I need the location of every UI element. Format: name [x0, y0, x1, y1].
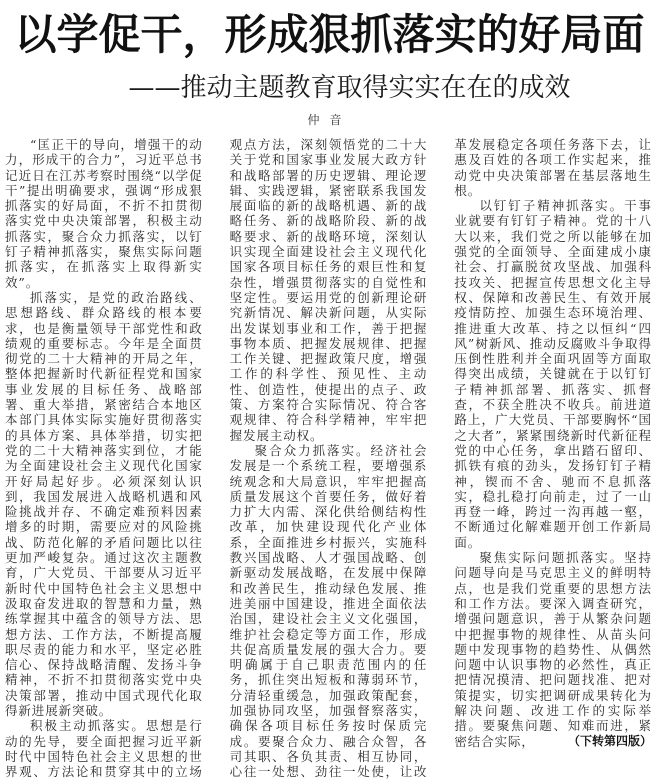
article-paragraph: 以钉钉子精神抓落实。干事业就要有钉钉子精神。党的十八大以来，我们党之所以能够在加强党的全面领导、全面建成小康社会、打赢脱贫攻坚战、加强科技攻关、把握宣传思想文化主导权、保障和改善民生、有效开展疫情防控、加强生态环境治理、推进重大改革、持之以恒纠“四风”树新风、推动反腐败斗争取得压倒性胜利并全面巩固等方面取得突出成绩，关键就在于以钉钉子精神抓部署、抓落实、抓督查，不获全胜决不收兵。前进道路上，广大党员、干部要胸怀“国之大者”，紧紧围绕新时代新征程党的中心任务，拿出踏石留印、抓铁有痕的劲头，发扬钉钉子精神，锲而不舍、驰而不息抓落实，稳扎稳打向前走，过了一山再登一峰，跨过一沟再越一壑，不断通过化解难题开创工作新局面。: [454, 198, 652, 550]
article-paragraph: 聚合众力抓落实。经济社会发展是一个系统工程，要增强系统观念和大局意识，牢牢把握高质量发展这个首要任务，做好着力扩大内需、深化供给侧结构性改革，加快建设现代化产业体系，全面推进乡村振兴，实施科教兴国战略、人才强国战略、创新驱动发展战略，在发展中保障和改善民生，推动绿色发展、推进美丽中国建设，推进全面依法治国，建设社会主义文化强国，维护社会稳定等方面工作，形成共促高质量发展的强大合力。要明确属于自己职责范围内的任务，抓住突出短板和薄弱环节，分清轻重缓急，加强政策配套，加强协同攻坚，加强督察落实，确保各项目标任务按时保质完成。要聚合众力、融合众智，各司其职、各负其责、相互协同，心往一处想、劲往一处使，让改革发展稳定各项任务落下去，让惠及百姓的各项工作实起来，推动党中央决策部署在基层落地生根。: [229, 137, 652, 779]
article-paragraph: “匡正干的导向，增强干的动力，形成干的合力”，习近平总书记近日在江苏考察时围绕“以学促干”提出明确要求，强调“形成狠抓落实的好局面，不折不扣贯彻落实党中央决策部署，积极主动抓落实，聚合众力抓落实，以钉钉子精神抓落实，聚焦实际问题抓落实，在抓落实上取得新实效”。: [5, 137, 203, 290]
article-body: [5, 137, 652, 779]
continuation-note: （下转第四版）: [567, 733, 652, 748]
headline: 以学促干，形成狠抓落实的好局面: [14, 10, 645, 59]
subheadline: ——推动主题教育取得实实在在的成效: [128, 73, 571, 103]
article-paragraph: [454, 550, 652, 749]
article-paragraph: 抓落实，是党的政治路线、思想路线、群众路线的根本要求，也是衡量领导干部党性和政绩观的重要标志。今年是全面贯彻党的二十大精神的开局之年，整体把握新时代新征程党和国家事业发展的目标任务、战略部署、重大举措，紧密结合本地区本部门具体实际实施好贯彻落实的具体方案、具体举措，切实把党的二十大精神落实到位，才能为全面建设社会主义现代化国家开好局起好步。必须深刻认识到，我国发展进入战略机遇和风险挑战并存、不确定难预料因素增多的时期，需要应对的风险挑战、防范化解的矛盾问题比以往更加严峻复杂。通过这次主题教育，广大党员、干部要从习近平新时代中国特色社会主义思想中汲取奋发进取的智慧和力量，熟练掌握其中蕴含的领导方法、思想方法、工作方法，不断提高履职尽责的能力和水平，坚定必胜信心、保持战略清醒、发扬斗争精神，不折不扣贯彻落实党中央决策部署，推动中国式现代化取得新进展新突破。: [5, 289, 203, 718]
article-paragraph-text: 聚焦实际问题抓落实。坚持问题导向是马克思主义的鲜明特点，也是我们党重要的思想方法和工作方法。要深入调查研究，增强问题意识，善于从繁杂问题中把握事物的规律性、从苗头问题中发现事物的趋势性、从偶然问题中认识事物的必然性，真正把情况摸清、把问题找准、把对策提实，切实把调研成果转化为解决问题、改进工作的实际举措。要聚焦问题、知难而进，紧密结合实际，: [454, 550, 652, 749]
article-paragraph: 积极主动抓落实。思想是行动的先导，要全面把握习近平新时代中国特色社会主义思想的世界观、方法论和贯穿其中的立场观点方法，深刻领悟党的二十大关于党和国家事业发展大政方针和战略部署的历史逻辑、理论逻辑、实践逻辑，紧密联系我国发展面临的新的战略机遇、新的战略任务、新的战略阶段、新的战略要求、新的战略环境，深刻认识实现全面建设社会主义现代化国家各项目标任务的艰巨性和复杂性，增强贯彻落实的自觉性和坚定性。要运用党的创新理论研究新情况、解决新问题，从实际出发谋划事业和工作，善于把握事物本质、把握发展规律、把握工作关键、把握政策尺度，增强工作的科学性、预见性、主动性、创造性，使提出的点子、政策、方案符合实际情况、符合客观规律、符合科学精神，牢牢把握发展主动权。: [5, 137, 428, 779]
author-byline: 仲音: [307, 113, 352, 127]
